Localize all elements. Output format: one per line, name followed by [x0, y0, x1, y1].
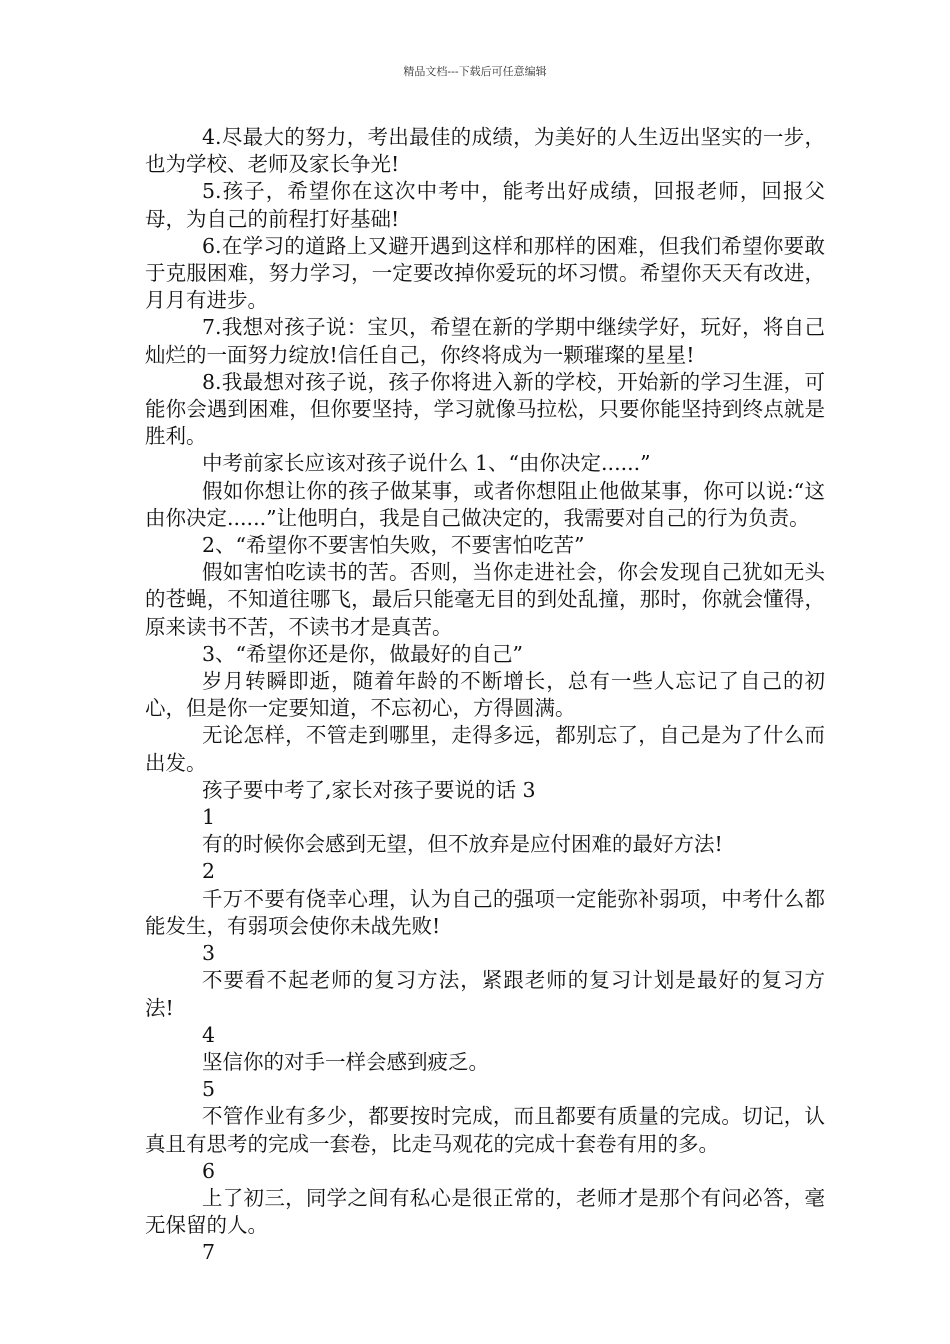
item-number: 1: [202, 805, 216, 830]
paragraph: 4.尽最大的努力，考出最佳的成绩，为美好的人生迈出坚实的一步，也为学校、老师及家长争光!: [145, 125, 825, 177]
paragraph: 假如害怕吃读书的苦。否则，当你走进社会，你会发现自己犹如无头的苍蝇，不知道往哪飞，最后只能毫无目的到处乱撞，那时，你就会懂得，原来读书不苦，不读书才是真苦。: [145, 560, 825, 639]
paragraph: 不管作业有多少，都要按时完成，而且都要有质量的完成。切记，认真且有思考的完成一套卷，比走马观花的完成十套卷有用的多。: [145, 1104, 825, 1156]
section-heading: 中考前家长应该对孩子说什么 1、“由你决定......”: [202, 451, 651, 476]
item-number: 2: [202, 859, 216, 884]
paragraph: 7.我想对孩子说：宝贝，希望在新的学期中继续学好，玩好，将自己灿烂的一面努力绽放!信任自己，你终将成为一颗璀璨的星星!: [145, 315, 825, 367]
page-header: 精品文档---下载后可任意编辑: [403, 65, 547, 78]
paragraph: 千万不要有侥幸心理，认为自己的强项一定能弥补弱项，中考什么都能发生，有弱项会使你未战先败!: [145, 886, 825, 938]
paragraph: 上了初三，同学之间有私心是很正常的，老师才是那个有问必答，毫无保留的人。: [145, 1185, 825, 1238]
paragraph: 不要看不起老师的复习方法，紧跟老师的复习计划是最好的复习方法!: [145, 968, 825, 1020]
paragraph: 有的时候你会感到无望，但不放弃是应付困难的最好方法!: [202, 832, 723, 857]
paragraph: 假如你想让你的孩子做某事，或者你想阻止他做某事，你可以说:“这由你决定......”让他明白，我是自己做决定的，我需要对自己的行为负责。: [145, 478, 825, 530]
section-heading: 孩子要中考了,家长对孩子要说的话 3: [202, 777, 536, 802]
paragraph: 岁月转瞬即逝，随着年龄的不断增长，总有一些人忘记了自己的初心，但是你一定要知道，不忘初心，方得圆满。: [145, 669, 825, 721]
item-number: 5: [202, 1077, 216, 1102]
item-number: 6: [202, 1158, 216, 1183]
paragraph: 8.我最想对孩子说，孩子你将进入新的学校，开始新的学习生涯，可能你会遇到困难，但你要坚持，学习就像马拉松，只要你能坚持到终点就是胜利。: [145, 369, 825, 449]
paragraph: 无论怎样，不管走到哪里，走得多远，都别忘了，自己是为了什么而出发。: [145, 723, 825, 775]
paragraph: 5.孩子，希望你在这次中考中，能考出好成绩，回报老师，回报父母，为自己的前程打好基础!: [145, 179, 825, 231]
item-number: 3: [202, 941, 216, 966]
section-heading: 3、“希望你还是你，做最好的自己”: [202, 641, 524, 666]
item-number: 7: [202, 1240, 216, 1265]
paragraph: 坚信你的对手一样会感到疲乏。: [202, 1049, 489, 1074]
document-body: [145, 124, 825, 1267]
section-heading: 2、“希望你不要害怕失败，不要害怕吃苦”: [202, 533, 585, 558]
paragraph: 6.在学习的道路上又避开遇到这样和那样的困难，但我们希望你要敢于克服困难，努力学习，一定要改掉你爱玩的坏习惯。希望你天天有改进，月月有进步。: [145, 233, 825, 313]
item-number: 4: [202, 1022, 216, 1047]
